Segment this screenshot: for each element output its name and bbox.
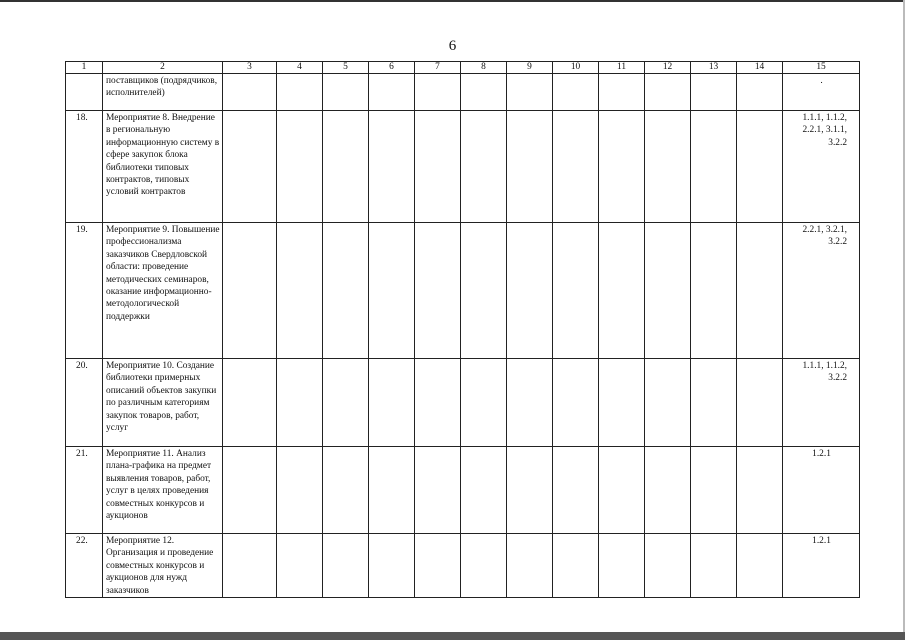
measure-text: Мероприятие 12. Организация и проведение совместных конкурсов и аукционов для нужд заказчиков <box>103 534 223 598</box>
table-row <box>66 74 860 111</box>
col-header: 13 <box>691 62 737 74</box>
col-header: 8 <box>461 62 507 74</box>
row-number: 22. <box>66 534 103 598</box>
target-indicators: 1.1.1, 1.1.2, 3.2.2 <box>783 359 860 447</box>
col-header: 3 <box>223 62 277 74</box>
scan-edge-top <box>0 0 905 2</box>
page-number: 6 <box>448 38 457 54</box>
col-header: 14 <box>737 62 783 74</box>
row-number <box>66 74 103 111</box>
measure-text: Мероприятие 11. Анализ плана-графика на предмет выявления товаров, работ, услуг в целях проведения совместных конкурсов и аукционов <box>103 447 223 534</box>
row-number: 19. <box>66 223 103 359</box>
measures-table <box>65 61 860 598</box>
target-indicators: . <box>783 74 860 111</box>
col-header: 6 <box>369 62 415 74</box>
measure-text: поставщиков (подрядчиков, исполнителей) <box>103 74 223 111</box>
row-number: 21. <box>66 447 103 534</box>
table-row <box>66 447 860 534</box>
table-row <box>66 534 860 598</box>
table-row <box>66 111 860 223</box>
measure-text: Мероприятие 9. Повышение профессионализма заказчиков Свердловской области: проведение методических семинаров, оказание информационно-методологической поддержки <box>103 223 223 359</box>
measure-text: Мероприятие 10. Создание библиотеки примерных описаний объектов закупки по различным категориям закупок товаров, работ, услуг <box>103 359 223 447</box>
col-header: 10 <box>553 62 599 74</box>
row-number: 20. <box>66 359 103 447</box>
col-header: 7 <box>415 62 461 74</box>
target-indicators: 2.2.1, 3.2.1, 3.2.2 <box>783 223 860 359</box>
measure-text: Мероприятие 8. Внедрение в региональную информационную систему в сфере закупок блока библиотеки типовых контрактов, типовых условий контрактов <box>103 111 223 223</box>
row-number: 18. <box>66 111 103 223</box>
col-header: 11 <box>599 62 645 74</box>
column-number-row <box>66 62 860 74</box>
col-header: 9 <box>507 62 553 74</box>
target-indicators: 1.2.1 <box>783 534 860 598</box>
col-header: 12 <box>645 62 691 74</box>
scan-edge-bottom <box>0 632 905 640</box>
target-indicators: 1.1.1, 1.1.2, 2.2.1, 3.1.1, 3.2.2 <box>783 111 860 223</box>
col-header: 4 <box>277 62 323 74</box>
col-header: 15 <box>783 62 860 74</box>
target-indicators: 1.2.1 <box>783 447 860 534</box>
table-row <box>66 223 860 359</box>
col-header: 2 <box>103 62 223 74</box>
table-row <box>66 359 860 447</box>
col-header: 1 <box>66 62 103 74</box>
col-header: 5 <box>323 62 369 74</box>
